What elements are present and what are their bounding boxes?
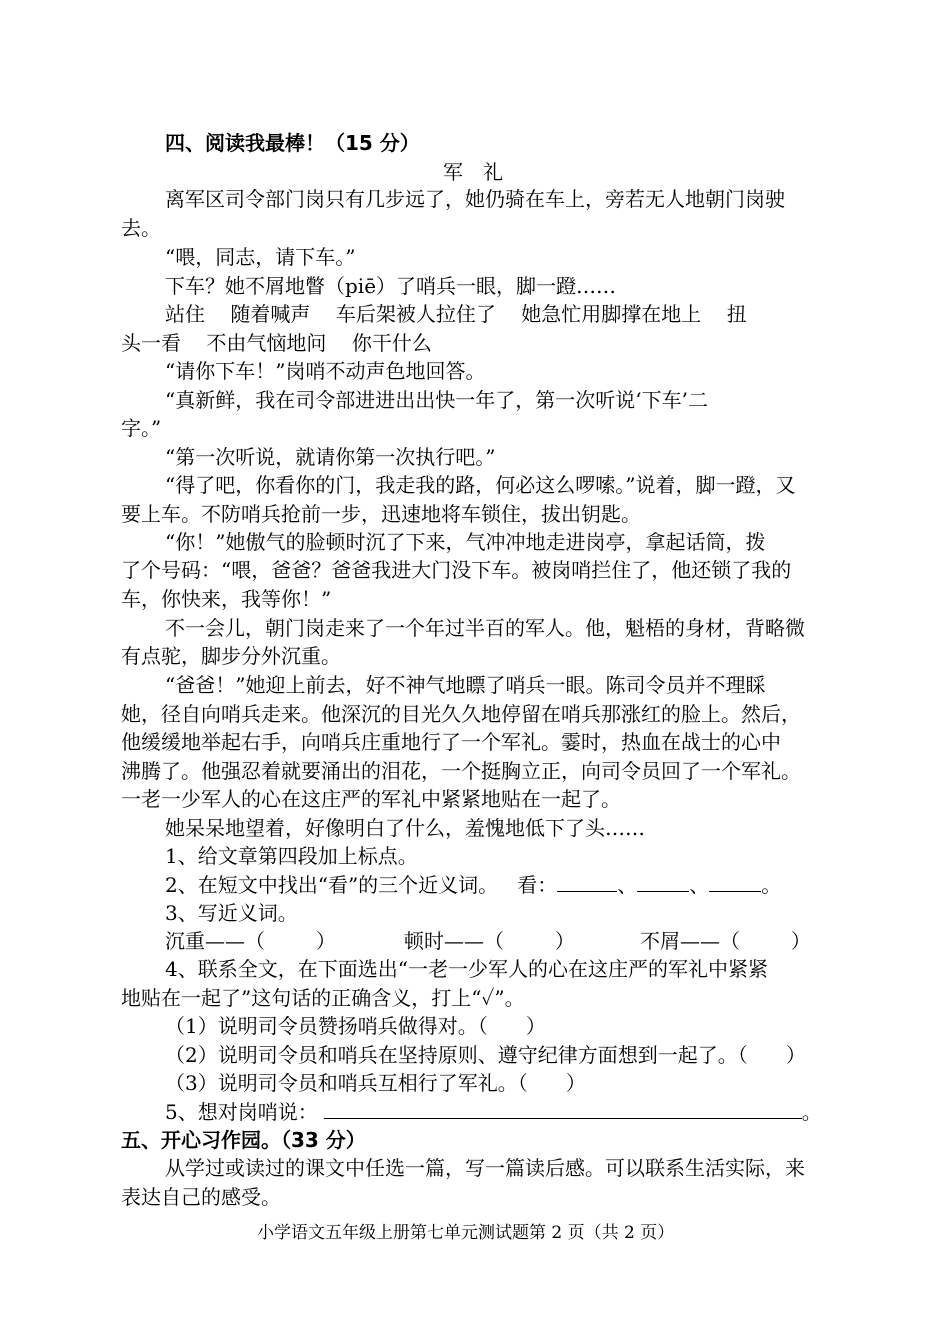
passage-line: “爸爸！”她迎上前去，好不神气地瞟了哨兵一眼。陈司令员并不理睬: [165, 673, 766, 697]
answer-blank[interactable]: [637, 869, 689, 892]
passage-line: 下车？她不屑地瞥（piē）了哨兵一眼，脚一蹬……: [165, 274, 617, 298]
passage-line: 站住 随着喊声 车后架被人拉住了 她急忙用脚撑在地上 扭: [165, 302, 747, 326]
passage-line: “第一次听说，就请你第一次执行吧。”: [165, 445, 496, 469]
passage-line: 她呆呆地望着，好像明白了什么，羞愧地低下了头……: [165, 816, 645, 840]
page-footer: 小学语文五年级上册第七单元测试题第 2 页（共 2 页）: [257, 1223, 675, 1243]
passage-line: “请你下车！”岗哨不动声色地回答。: [165, 359, 486, 383]
question-2: 2、在短文中找出“看”的三个近义词。 看： 、 、 。: [165, 869, 781, 900]
passage-line: 他缓缓地举起右手，向哨兵庄重地行了一个军礼。霎时，热血在战士的心中: [121, 730, 781, 754]
question-3: 3、写近义词。: [165, 901, 298, 925]
passage-line: “得了吧，你看你的门，我走我的路，何必这么啰嗦。”说着，脚一蹬，又: [165, 473, 796, 497]
answer-blank[interactable]: [324, 1096, 802, 1119]
choice-option[interactable]: （2）说明司令员和哨兵在坚持原则、遵守纪律方面想到一起了。（ ）: [165, 1043, 806, 1067]
passage-line: 去。: [121, 216, 161, 240]
answer-blank[interactable]: [557, 869, 617, 892]
passage-line: 头一看 不由气恼地问 你干什么: [121, 331, 432, 355]
passage-line: “真新鲜，我在司令部进进出出快一年了，第一次听说‘下车’二: [165, 388, 708, 412]
choice-option[interactable]: （1）说明司令员赞扬哨兵做得对。（ ）: [165, 1014, 546, 1038]
passage-line: 了个号码：“喂，爸爸？爸爸我进大门没下车。被岗哨拦住了，他还锁了我的: [121, 558, 792, 582]
passage-line: 车，你快来，我等你！”: [121, 587, 332, 611]
passage-line: 不一会儿，朝门岗走来了一个年过半百的军人。他，魁梧的身材，背略微: [165, 616, 805, 640]
passage-line: 沸腾了。他强忍着就要涌出的泪花，一个挺胸立正，向司令员回了一个军礼。: [121, 759, 801, 783]
passage-line: 有点驼，脚步分外沉重。: [121, 644, 341, 668]
passage-line: 要上车。不防哨兵抢前一步，迅速地将车锁住，拔出钥匙。: [121, 502, 641, 526]
section-four-heading: 四、阅读我最棒！（15 分）: [165, 131, 420, 155]
section-five-heading: 五、开心习作园。（33 分）: [121, 1128, 366, 1152]
answer-blank[interactable]: [709, 869, 761, 892]
essay-prompt: 表达自己的感受。: [121, 1185, 281, 1209]
passage-line: “你！”她傲气的脸顿时沉了下来，气冲冲地走进岗亭，拿起话筒，拨: [165, 530, 766, 554]
passage-line: 离军区司令部门岗只有几步远了，她仍骑在车上，旁若无人地朝门岗驶: [165, 187, 785, 211]
passage-line: 她，径自向哨兵走来。他深沉的目光久久地停留在哨兵那涨红的脸上。然后，: [121, 702, 801, 726]
passage-line: “喂，同志，请下车。”: [165, 245, 356, 269]
essay-prompt: 从学过或读过的课文中任选一篇，写一篇读后感。可以联系生活实际，来: [165, 1156, 805, 1180]
passage-line: 一老一少军人的心在这庄严的军礼中紧紧地贴在一起了。: [121, 787, 621, 811]
question-4: 4、联系全文，在下面选出“一老一少军人的心在这庄严的军礼中紧紧: [165, 957, 768, 981]
choice-option[interactable]: （3）说明司令员和哨兵互相行了军礼。（ ）: [165, 1071, 586, 1095]
passage-line: 字。”: [121, 416, 162, 440]
question-4: 地贴在一起了”这句话的正确含义，打上“✓”。: [121, 986, 525, 1010]
synonym-item: 不屑——（ ）: [640, 929, 811, 953]
synonym-item: 顿时——（ ）: [404, 929, 575, 953]
passage-title: 军礼: [443, 160, 523, 184]
question-1: 1、给文章第四段加上标点。: [165, 844, 418, 868]
question-5: 5、想对岗哨说： 。: [165, 1096, 822, 1127]
synonym-item: 沉重——（ ）: [165, 929, 336, 953]
